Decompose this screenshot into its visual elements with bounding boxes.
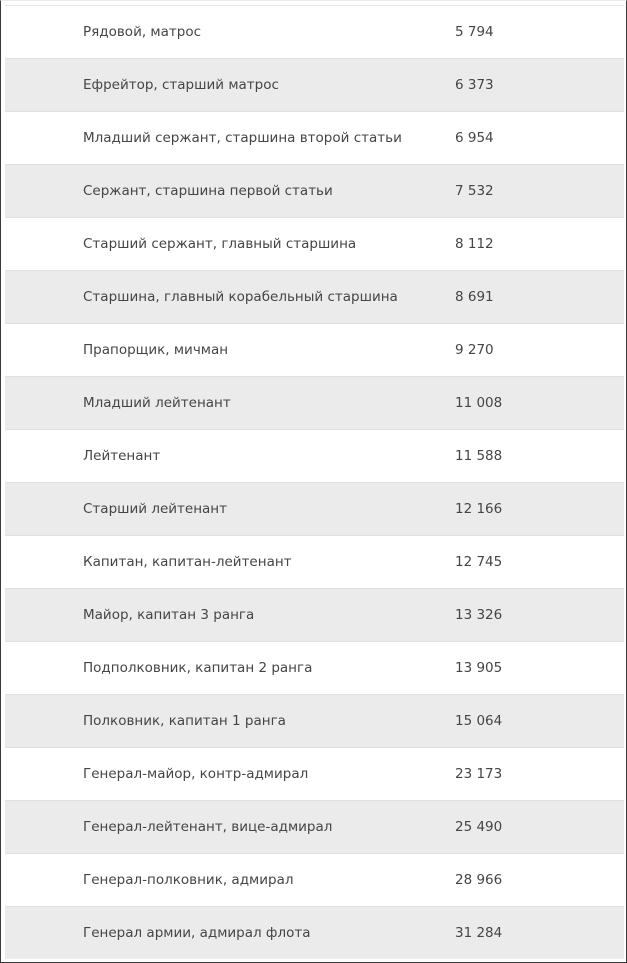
table-row: [5, 323, 624, 376]
table-row: [5, 588, 624, 641]
rank-cell: Генерал армии, адмирал флота: [83, 925, 311, 941]
salary-cell: 9 270: [455, 342, 494, 358]
table-row: [5, 535, 624, 588]
salary-cell: 25 490: [455, 819, 503, 835]
table-row: [5, 270, 624, 323]
rank-salary-table: [5, 5, 624, 962]
table-row: [5, 800, 624, 853]
table-row: [5, 906, 624, 959]
rank-cell: Капитан, капитан-лейтенант: [83, 554, 292, 570]
rank-cell: Сержант, старшина первой статьи: [83, 183, 333, 199]
rank-cell: Подполковник, капитан 2 ранга: [83, 660, 313, 676]
rank-cell: Прапорщик, мичман: [83, 342, 229, 358]
salary-cell: 7 532: [455, 183, 494, 199]
salary-cell: 6 373: [455, 77, 494, 93]
salary-cell: 12 745: [455, 554, 503, 570]
salary-cell: 15 064: [455, 713, 503, 729]
table-row: [5, 641, 624, 694]
salary-cell: 11 008: [455, 395, 503, 411]
table-row: [5, 853, 624, 906]
salary-cell: 23 173: [455, 766, 503, 782]
salary-cell: 12 166: [455, 501, 503, 517]
table-row: [5, 694, 624, 747]
salary-cell: 8 691: [455, 289, 494, 305]
table-row: [5, 429, 624, 482]
table-row: [5, 111, 624, 164]
salary-cell: 28 966: [455, 872, 503, 888]
rank-cell: Старшина, главный корабельный старшина: [83, 289, 398, 305]
rank-cell: Генерал-лейтенант, вице-адмирал: [83, 819, 333, 835]
rank-cell: Майор, капитан 3 ранга: [83, 607, 255, 623]
rank-cell: Полковник, капитан 1 ранга: [83, 713, 286, 729]
salary-cell: 11 588: [455, 448, 503, 464]
rank-cell: Ефрейтор, старший матрос: [83, 77, 279, 93]
salary-cell: 31 284: [455, 925, 503, 941]
rank-cell: Генерал-полковник, адмирал: [83, 872, 294, 888]
table-row: [5, 217, 624, 270]
table-row: [5, 58, 624, 111]
rank-cell: Старший лейтенант: [83, 501, 227, 517]
rank-cell: Старший сержант, главный старшина: [83, 236, 357, 252]
rank-cell: Лейтенант: [83, 448, 161, 464]
salary-cell: 13 326: [455, 607, 503, 623]
rank-cell: Генерал-майор, контр-адмирал: [83, 766, 309, 782]
salary-cell: 13 905: [455, 660, 503, 676]
salary-cell: 8 112: [455, 236, 494, 252]
rank-cell: Рядовой, матрос: [83, 24, 201, 40]
table-row: [5, 164, 624, 217]
table-row: [5, 482, 624, 535]
rank-cell: Младший сержант, старшина второй статьи: [83, 130, 402, 146]
table-row: [5, 747, 624, 800]
salary-cell: 5 794: [455, 24, 494, 40]
table-row: [5, 376, 624, 429]
rank-cell: Младший лейтенант: [83, 395, 231, 411]
table-row: [5, 5, 624, 58]
salary-cell: 6 954: [455, 130, 494, 146]
